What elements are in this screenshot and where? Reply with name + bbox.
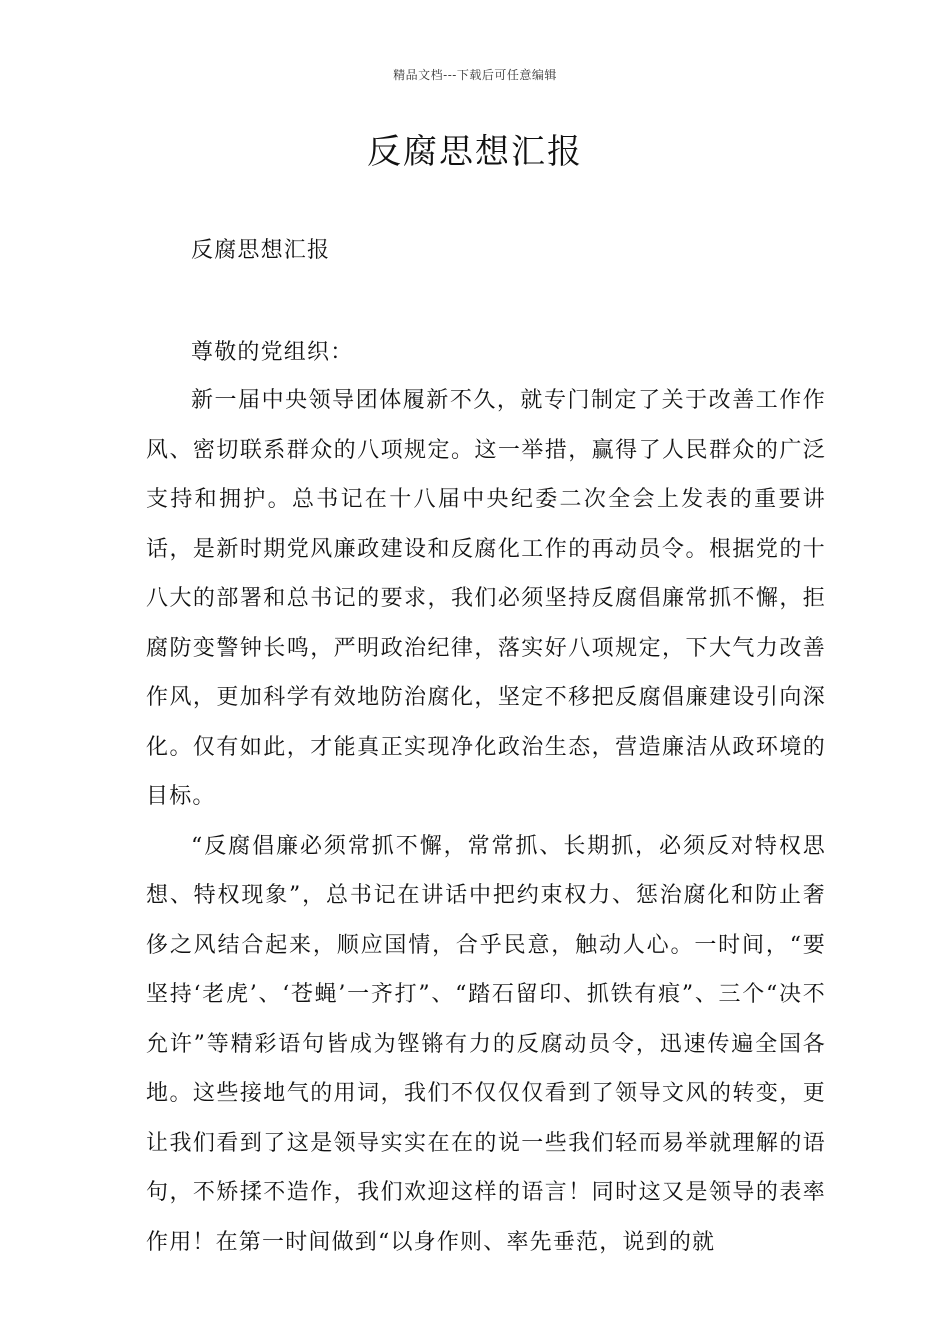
document-title: 反腐思想汇报 xyxy=(367,132,583,172)
body-paragraphs xyxy=(146,376,826,1267)
paragraph: 新一届中央领导团体履新不久，就专门制定了关于改善工作作风、密切联系群众的八项规定。这一举措，赢得了人民群众的广泛支持和拥护。总书记在十八届中央纪委二次全会上发表的重要讲话，是新时期党风廉政建设和反腐化工作的再动员令。根据党的十八大的部署和总书记的要求，我们必须坚持反腐倡廉常抓不懈，拒腐防变警钟长鸣，严明政治纪律，落实好八项规定，下大气力改善作风，更加科学有效地防治腐化，坚定不移把反腐倡廉建设引向深化。仅有如此，才能真正实现净化政治生态，营造廉洁从政环境的目标。 xyxy=(146,388,826,809)
header-note: 精品文档---下载后可任意编辑 xyxy=(393,68,557,82)
document-subtitle: 反腐思想汇报 xyxy=(191,238,331,263)
paragraph: “反腐倡廉必须常抓不懈，常常抓、长期抓，必须反对特权思想、特权现象”，总书记在讲话中把约束权力、惩治腐化和防止奢侈之风结合起来，顺应国情，合乎民意，触动人心。一时间，“要坚持‘老虎’、‘苍蝇’一齐打”、“踏石留印、抓铁有痕”、三个“决不允许”等精彩语句皆成为铿锵有力的反腐动员令，迅速传遍全国各地。这些接地气的用词，我们不仅仅仅看到了领导文风的转变，更让我们看到了这是领导实实在在的说一些我们轻而易举就理解的语句，不矫揉不造作，我们欢迎这样的语言！同时这又是领导的表率作用！在第一时间做到“以身作则、率先垂范，说到的就 xyxy=(146,833,826,1255)
salutation: 尊敬的党组织： xyxy=(191,340,354,365)
